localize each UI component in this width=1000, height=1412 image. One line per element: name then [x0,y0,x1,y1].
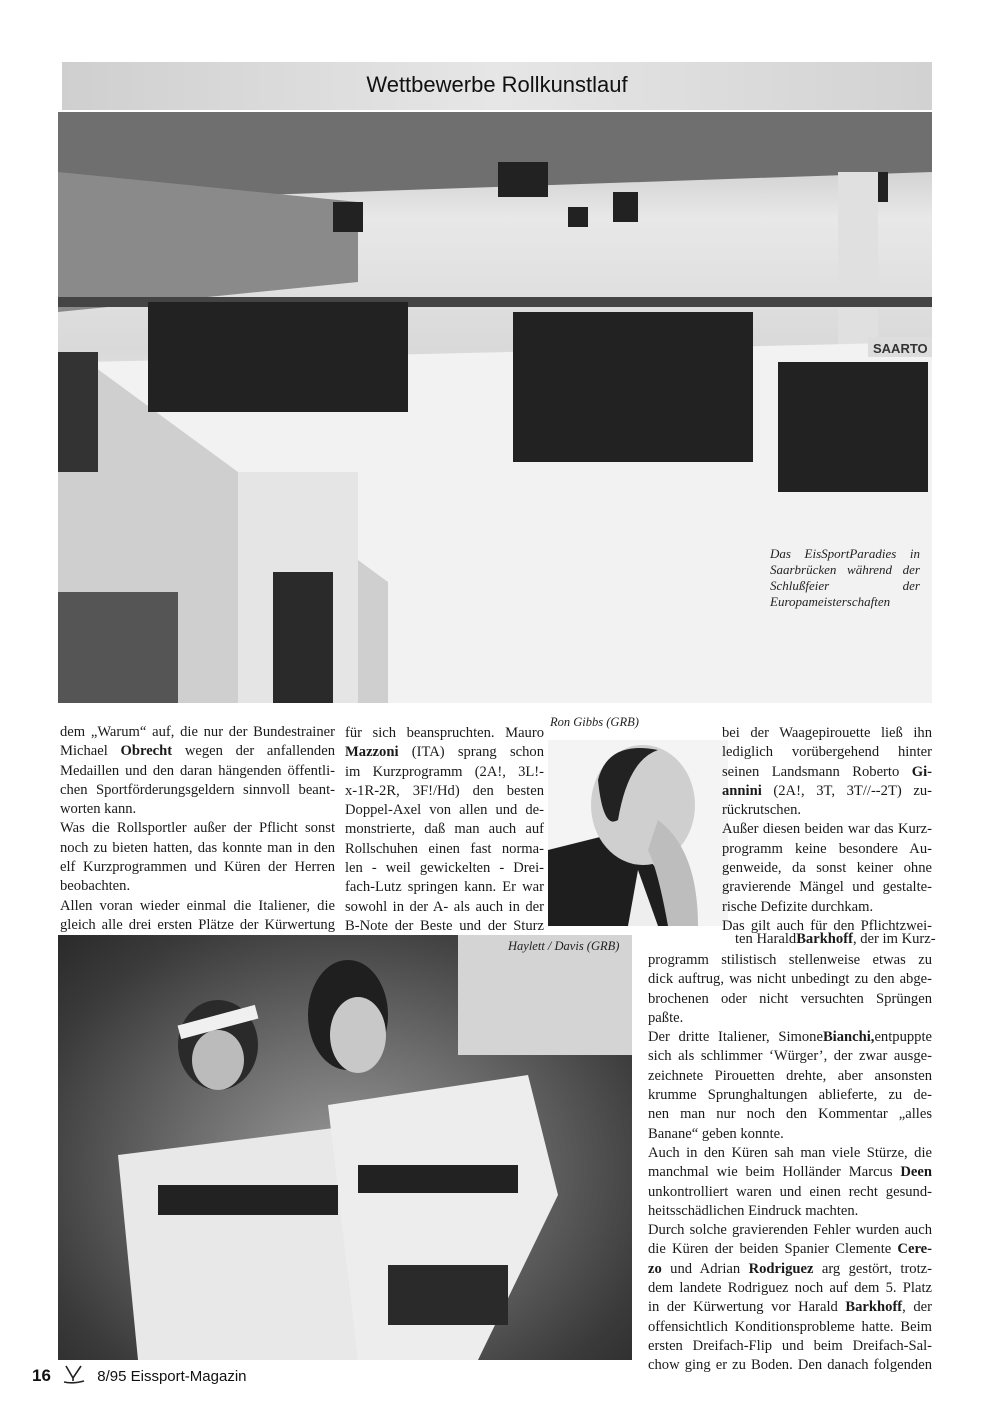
text-line [648,1356,932,1375]
text-segment: lediglich vorübergehend hinter [722,744,932,761]
text-segment: Was die Rollsportler außer der Pflicht sonst [60,820,335,837]
text-line [345,878,544,897]
text-segment: Rollschuhen einen fast norma- [345,840,544,857]
text-line [648,1221,932,1240]
text-segment: Medaillen und den daran hängenden öffentli- [60,762,335,779]
text-segment: sowohl in der A- als auch in der [345,898,544,915]
text-segment: in der Kürwertung vor Harald [648,1299,846,1316]
text-segment: unkontrolliert waren und einen recht gesund- [648,1183,932,1200]
skaters-photo-illustration [58,935,632,1360]
text-line [648,1183,932,1202]
text-segment: arg gestört, trotz- [813,1260,932,1277]
text-segment: offensichtlich Konditionsprobleme hatte. Beim [648,1318,932,1335]
text-segment: dem landete Rodriguez noch auf dem 5. Platz [648,1280,932,1297]
text-segment: manchmal wie beim Holländer Marcus [648,1164,901,1181]
text-segment: paßte. [648,1009,684,1026]
text-segment: noch zu bieten hatten, das konnte man in den [60,839,335,856]
text-segment: Der dritte Italiener, Simone [648,1029,823,1046]
text-segment: gravierende Mängel und gestalte- [722,879,932,896]
text-line [345,820,544,839]
text-line [722,743,932,762]
text-line [648,970,932,989]
text-line [648,1298,932,1317]
text-line [648,990,932,1009]
text-line [648,1202,932,1221]
text-segment: (ITA) sprang schon [398,744,544,761]
text-line [648,1086,932,1105]
text-line [648,1337,932,1356]
text-line [345,898,544,917]
column-right-bottom [648,951,932,1376]
text-segment: fach-Lutz springen kann. Er war [345,879,544,896]
bold-name: Barkhoff [796,931,853,947]
bold-name: Obrecht [120,743,173,760]
text-segment: Allen voran wieder einmal die Italiener, die [60,897,335,914]
text-line [648,1144,932,1163]
bold-name: Deen [900,1164,932,1181]
text-segment: , der [902,1299,933,1316]
text-segment: dick auftrug, was nicht unbedingt zu den abge- [648,971,932,988]
text-segment: bei der Waagepirouette ließ ihn [722,725,932,741]
text-segment: worten kann. [60,801,137,818]
bold-name: Rodriguez [748,1260,814,1277]
text-segment: programm stilistisch stellenweise etwas zu [648,952,932,968]
text-line [648,1318,932,1337]
text-line [648,1163,932,1182]
text-line [60,819,335,838]
text-line [60,858,335,877]
text-line [648,1105,932,1124]
text-segment: Michael [60,743,121,760]
text-segment: heitsschädlichen Eindruck machten. [648,1202,859,1219]
text-segment: x-1R-2R, 3F!/Hd) den besten [345,782,544,799]
text-segment: für sich beanspruchten. Mauro [345,725,544,741]
column-right-top [722,724,932,936]
text-line [722,878,932,897]
text-segment: die Küren der beiden Spanier Clemente [648,1241,898,1258]
text-segment: zeichnete Pirouetten drehte, aber ansonsten [648,1067,932,1084]
text-line [735,930,936,949]
text-line [345,724,544,743]
text-line [60,762,335,781]
text-line [648,1260,932,1279]
text-segment: Das gilt auch für den Pflichtzwei- [722,917,932,934]
column-left [60,723,335,935]
arena-photo-illustration [58,112,932,703]
text-segment: , der im Kurz- [852,931,936,947]
bold-name: Gi- [911,763,932,780]
portrait-photo-credit: Ron Gibbs (GRB) [550,715,639,729]
text-line [345,801,544,820]
text-line [60,781,335,800]
text-segment: nen man nur noch den Kommentar „alles [648,1106,932,1123]
text-line [345,917,544,936]
text-segment: brochenen oder nicht versuchten Sprüngen [648,990,932,1007]
text-segment: rückrutschen. [722,802,802,819]
text-line [722,898,932,917]
text-line [722,820,932,839]
skater-logo-icon [61,1364,87,1384]
text-line [648,1240,932,1259]
text-line [648,1279,932,1298]
text-line [60,916,335,935]
text-line [648,1009,932,1028]
text-line [722,801,932,820]
text-line [648,1067,932,1086]
arena-photo-caption: Das EisSportParadies in Saarbrücken während der Schlußfeier der Europameisterschaften [770,546,920,609]
text-line [722,782,932,801]
bold-name: annini [722,782,762,799]
text-segment: Doppel-Axel von allen und de- [345,802,544,819]
text-segment: dem „Warum“ auf, die nur der Bundestrainer [60,724,335,740]
page-number: 16 [32,1366,51,1385]
arena-sign-text: SAARTO [873,341,928,356]
text-line [722,840,932,859]
bold-name: Bianchi, [822,1029,875,1046]
text-segment: sich als schlimmer ‘Würger’, der zwar ausge- [648,1048,932,1065]
text-segment: chow ging er zu Boden. Den danach folgenden [648,1357,932,1374]
section-title: Wettbewerbe Rollkunstlauf [366,72,628,97]
column-right-wrap [735,930,936,949]
text-line [60,800,335,819]
text-line [722,763,932,782]
text-line [345,743,544,762]
text-line [648,1028,932,1047]
text-segment: B-Note der Beste und der Sturz [345,917,544,934]
text-line [60,897,335,916]
text-segment: chen Sportförderungsgeldern sinnvoll beant- [60,781,335,798]
text-segment: gleich alle drei ersten Plätze der Kürwertung [60,916,335,933]
text-line [345,763,544,782]
text-line [60,839,335,858]
bold-name: Barkhoff [845,1299,903,1316]
text-segment: im Kurzprogramm (2A!, 3L!- [345,763,544,780]
text-segment: beobachten. [60,878,131,895]
text-line [60,742,335,761]
text-line [648,1125,932,1144]
portrait-photo [548,740,728,926]
bold-name: Mazzoni [345,744,399,761]
text-segment: rische Defizite durchkam. [722,898,874,915]
page-footer [32,1364,247,1388]
text-line [345,859,544,878]
text-segment: programm keine besondere Au- [722,840,932,857]
issue-label: 8/95 Eissport-Magazin [97,1368,247,1385]
column-middle [345,724,544,936]
text-segment: (2A!, 3T, 3T//--2T) zu- [761,782,932,799]
text-segment: genweide, da sonst keiner ohne [722,860,932,877]
text-segment: monstrierte, daß man auch auf [345,821,544,838]
section-header-band [62,62,932,110]
bold-name: zo [648,1260,662,1277]
text-segment: elf Kurzprogrammen und Küren der Herren [60,859,335,876]
text-segment: ersten Dreifach-Flip und beim Dreifach-Sal- [648,1337,932,1354]
portrait-photo-illustration [548,740,728,926]
text-segment: len - weil gewickelten - Drei- [345,860,544,877]
text-line [648,1047,932,1066]
text-segment: entpuppte [874,1029,932,1046]
bold-name: Cere- [897,1241,932,1258]
text-segment: Banane“ geben konnte. [648,1125,784,1142]
text-line [722,859,932,878]
text-segment: Durch solche gravierenden Fehler wurden auch [648,1222,932,1239]
text-segment: ten Harald [735,931,797,947]
arena-photo [58,112,932,703]
skaters-photo-credit: Haylett / Davis (GRB) [508,939,620,953]
text-segment: krumme Sprunghaltungen ablieferte, zu de- [648,1087,932,1104]
skaters-photo [58,935,632,1360]
text-line [60,723,335,742]
text-segment: wegen der anfallenden [172,743,336,760]
text-segment: Auch in den Küren sah man viele Stürze, die [648,1144,932,1161]
text-segment: seinen Landsmann Roberto [722,763,912,780]
text-line [345,782,544,801]
text-line [345,840,544,859]
text-segment: und Adrian [661,1260,749,1277]
text-line [648,951,932,970]
text-line [60,877,335,896]
text-segment: Außer diesen beiden war das Kurz- [722,821,932,838]
text-line [722,724,932,743]
